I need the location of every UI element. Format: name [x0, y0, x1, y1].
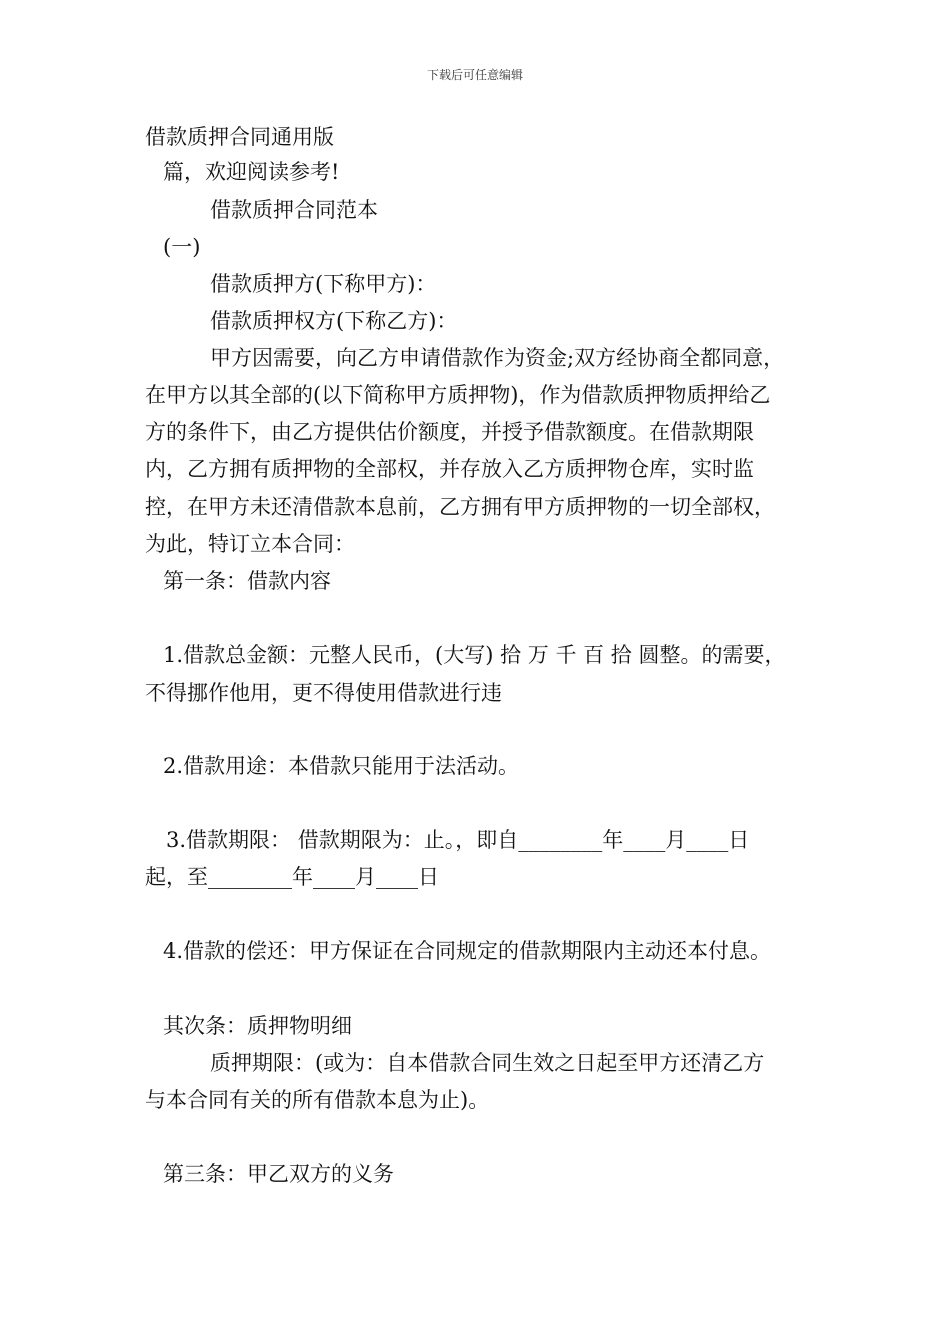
article-1-heading: 第一条：借款内容 [163, 569, 331, 593]
pledge-term-line-2: 与本合同有关的所有借款本息为止)。 [145, 1088, 490, 1112]
section-number: (一) [163, 235, 201, 259]
clause-1-line-1: 1.借款总金额：元整人民币，(大写) 拾 万 千 百 拾 圆整。的需要， [163, 643, 786, 667]
clause-2: 2.借款用途：本借款只能用于法活动。 [163, 754, 520, 778]
preamble-line-3: 方的条件下，由乙方提供估价额度，并授予借款额度。在借款期限 [145, 420, 754, 444]
article-2-heading: 其次条：质押物明细 [163, 1014, 352, 1038]
clause-1-line-2: 不得挪作他用，更不得使用借款进行违 [145, 681, 502, 705]
clause-3-line-2: 起，至________年____月____日 [145, 865, 439, 889]
clause-4: 4.借款的偿还：甲方保证在合同规定的借款期限内主动还本付息。 [163, 939, 772, 963]
party-b-line: 借款质押权方(下称乙方)： [210, 309, 458, 333]
page-header: 下载后可任意编辑 [426, 68, 523, 82]
preamble-line-4: 内，乙方拥有质押物的全部权，并存放入乙方质押物仓库，实时监 [145, 457, 754, 481]
pledge-term-line-1: 质押期限：(或为：自本借款合同生效之日起至甲方还清乙方 [210, 1051, 765, 1075]
preamble-line-5: 控，在甲方未还清借款本息前，乙方拥有甲方质押物的一切全部权， [145, 495, 775, 519]
document-title: 借款质押合同通用版 [145, 125, 334, 149]
preamble-line-2: 在甲方以其全部的(以下简称甲方质押物)，作为借款质押物质押给乙 [145, 383, 771, 407]
preamble-line-1: 甲方因需要，向乙方申请借款作为资金;双方经协商全都同意， [210, 346, 785, 370]
preamble-line-6: 为此，特订立本合同： [145, 532, 355, 556]
intro-line: 篇，欢迎阅读参考! [163, 160, 340, 184]
party-a-line: 借款质押方(下称甲方)： [210, 272, 437, 296]
article-3-heading: 第三条：甲乙双方的义务 [163, 1162, 394, 1186]
clause-3-line-1: 3.借款期限： 借款期限为：止。，即自________年____月____日 [166, 828, 750, 852]
contract-subtitle: 借款质押合同范本 [210, 198, 378, 222]
